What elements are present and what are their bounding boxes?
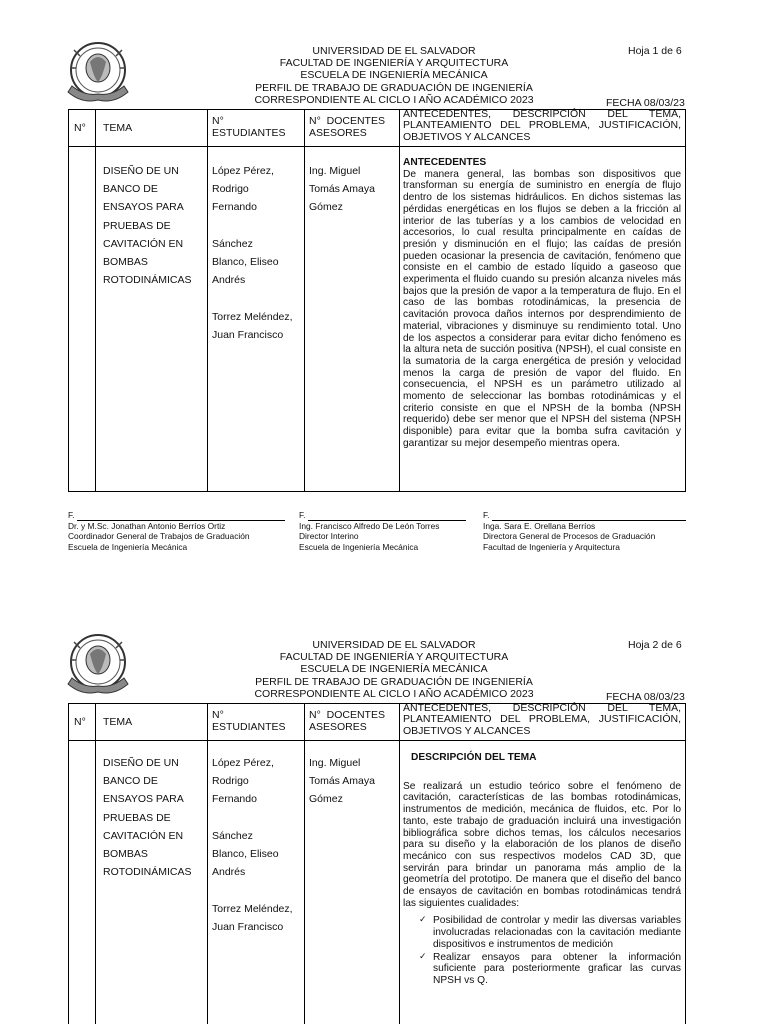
signature-line [492,512,686,521]
column-header-asesores: N° DOCENTES ASESORES [309,115,385,139]
asesores-cell: Ing. Miguel Tomás Amaya Gómez [309,165,375,214]
descripcion-cell [403,752,681,988]
header-cycle: CORRESPONDIENTE AL CICLO I AÑO ACADÉMICO 2023 [254,93,534,106]
document-page-2 [0,594,768,1024]
signature-line [308,512,466,521]
estudiantes-cell: López Pérez, Rodrigo Fernando Sánchez Blanco, Eliseo Andrés Torrez Meléndez, Juan Francisco [212,757,293,933]
header-faculty: FACULTAD DE INGENIERÍA Y ARQUITECTURA [279,57,509,70]
antecedentes-cell [403,157,681,450]
header-university: UNIVERSIDAD DE EL SALVADOR [312,639,476,651]
list-item: ✓ Posibilidad de controlar y medir las diversas variables involucradas relacionadas con la cavitación mediante dispositivos e instrumentos de medición [419,915,681,950]
list-item: ✓ Realizar ensayos para obtener la información suficiente para posteriormente graficar las curvas NPSH vs Q. [419,952,681,987]
antecedentes-title: ANTECEDENTES [403,157,487,168]
column-header-tema: TEMA [103,122,133,134]
signature-line [77,512,285,521]
descripcion-text: Se realizará un estudio teórico sobre el fenómeno de cavitación, características de las bombas rotodinámicas, instrumentos de medición, mecánica de fluidos, etc. Por lo tanto, este trabajo de graduación incluirá una investigación bibliográfica sobre dichos temas, los cálculos necesarios para su diseño y la elaboración de los planos de diseño mecánico con sus respectivos modelos CAD 3D, que servirán para brindar un panorama más amplio de la geometría del prototipo. De manera que el diseño del banco de ensayos de cavitación en bombas rotodinámicas tendrá las siguientes cualidades: [403,780,681,909]
page-number: Hoja 1 de 6 [628,45,682,57]
column-header-tema: TEMA [103,716,133,728]
column-header-number: N° [74,716,86,728]
document-date: FECHA 08/03/23 [606,97,685,109]
header-university: UNIVERSIDAD DE EL SALVADOR [312,45,476,57]
header-faculty: FACULTAD DE INGENIERÍA Y ARQUITECTURA [279,651,509,664]
estudiantes-cell: López Pérez, Rodrigo Fernando Sánchez Blanco, Eliseo Andrés Torrez Meléndez, Juan Francisco [212,165,293,341]
signature-block-coordinator: F. Dr. y M.Sc. Jonathan Antonio Berríos Ortiz Coordinador General de Trabajos de Graduación Escuela de Ingeniería Mecánica [68,510,285,552]
university-seal-icon [62,38,134,108]
descripcion-title: DESCRIPCIÓN DEL TEMA [411,752,537,763]
qualities-list [403,915,681,986]
antecedentes-text: De manera general, las bombas son dispositivos que transforman su energía de suministro en energía de flujo dentro de los sistemas hidráulicos. En dichos sistemas las pérdidas energéticas en los flujos se deben a la fricción al interior de las tuberías y a los cambios de velocidad en accesorios, lo cual resulta principalmente en caídas de presión y disminución en el flujo; las caídas de presión pueden ocasionar la presencia de cavitación, fenómeno que consiste en el cambio de estado líquido a gaseoso que experimenta el fluido cuando su presión alcanza niveles más bajos que la presión de vapor a la temperatura de flujo. En el caso de las bombas rotodinámicas, la presencia de cavitación provoca daños internos por desprendimiento de material, vibraciones y disminuye su rendimiento total. Uno de los aspectos a considerar para evitar dicho fenómeno es la altura neta de succión positiva (NPSH), el cual consiste en la sumatoria de la carga energética de presión y velocidad menos la carga de presión de vapor del fluido. En consecuencia, el NPSH es un parámetro utilizado al momento de seleccionar las bombas rotodinámicas y el criterio consiste en que el NPSH de la bomba (NPSH requerido) debe ser menor que el NPSH del sistema (NPSH disponible) para evitar que la bomba sufra cavitación y garantizar su mejor desempeño mientras opera. [403,168,681,449]
document-date: FECHA 08/03/23 [606,691,685,703]
header-school: ESCUELA DE INGENIERÍA MECÁNICA [300,69,488,82]
header-cycle: CORRESPONDIENTE AL CICLO I AÑO ACADÉMICO 2023 [254,687,534,700]
column-header-estudiantes: N° ESTUDIANTES [212,115,286,139]
signature-block-director: F. Ing. Francisco Alfredo De León Torres Director Interino Escuela de Ingeniería Mecánica [299,510,466,552]
column-header-antecedentes: ANTECEDENTES, DESCRIPCIÓN DEL TEMA, PLANTEAMIENTO DEL PROBLEMA, JUSTIFICACIÓN, OBJETIVOS Y ALCANCES [403,702,681,737]
tema-cell: DISEÑO DE UN BANCO DE ENSAYOS PARA PRUEBAS DE CAVITACIÓN EN BOMBAS ROTODINÁMICAS [103,757,192,879]
signature-block-general-director: F. Inga. Sara E. Orellana Berríos Directora General de Procesos de Graduación Facultad de Ingeniería y Arquitectura [483,510,686,552]
column-header-antecedentes: ANTECEDENTES, DESCRIPCIÓN DEL TEMA, PLANTEAMIENTO DEL PROBLEMA, JUSTIFICACIÓN, OBJETIVOS Y ALCANCES [403,108,681,143]
column-header-estudiantes: N° ESTUDIANTES [212,709,286,733]
asesores-cell: Ing. Miguel Tomás Amaya Gómez [309,757,375,806]
column-header-number: N° [74,122,86,134]
column-header-asesores: N° DOCENTES ASESORES [309,709,385,733]
document-header [200,639,588,700]
header-school: ESCUELA DE INGENIERÍA MECÁNICA [300,663,488,676]
header-profile: PERFIL DE TRABAJO DE GRADUACIÓN DE INGENIERÍA [255,675,533,688]
page-number: Hoja 2 de 6 [628,639,682,651]
tema-cell: DISEÑO DE UN BANCO DE ENSAYOS PARA PRUEBAS DE CAVITACIÓN EN BOMBAS ROTODINÁMICAS [103,165,192,287]
document-header [200,45,588,106]
university-seal-icon [62,630,134,700]
header-profile: PERFIL DE TRABAJO DE GRADUACIÓN DE INGENIERÍA [255,81,533,94]
